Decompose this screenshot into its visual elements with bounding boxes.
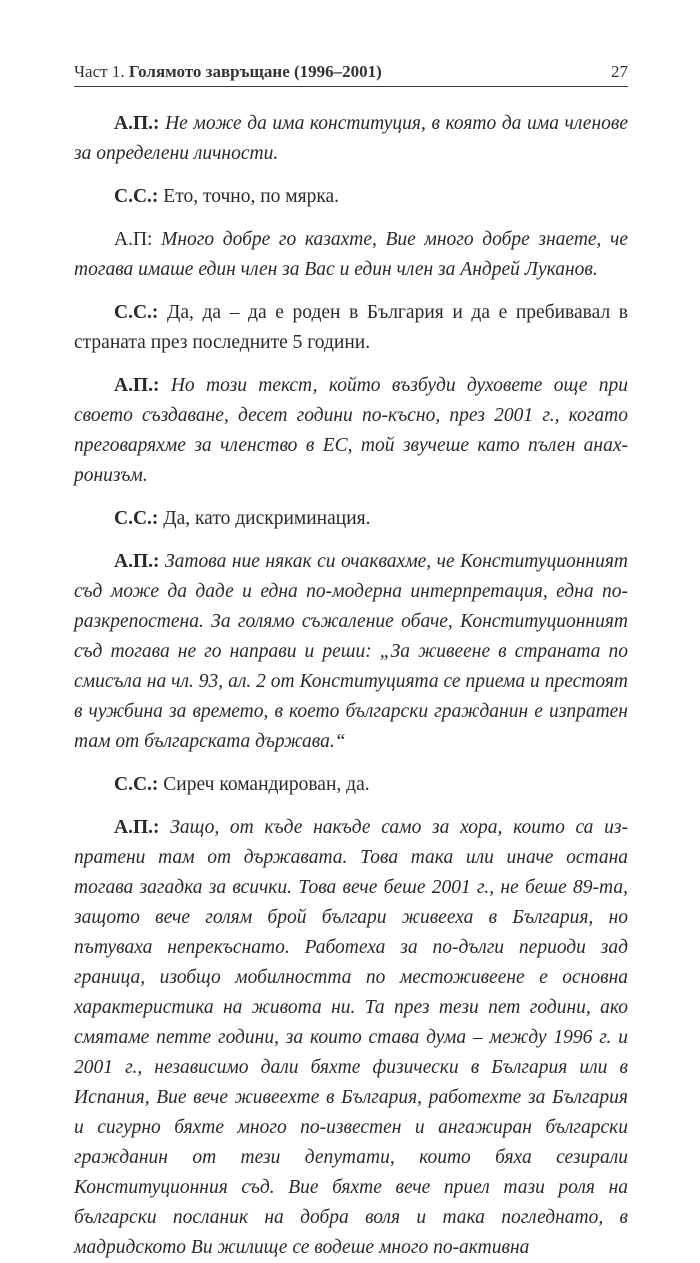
speaker-label: А.П: xyxy=(114,229,153,250)
speech-text: Много добре го казахте, Вие много добре знаете, че тогава имаше един член за Вас и един член за Андрей Луканов. xyxy=(74,229,628,280)
speech-text: Защо, от къде накъде само за хора, които са изпратени там от държавата. Това така или иначе остана тогава загадка за всички. Това вече беше 2001 г., не беше 89-та, защото вече голям брой българи живееха в България, но пътуваха непрекъснато. Работеха за по-дълги периоди зад граница, изобщо мобилността по местоживеене е основна характеристика на живота ни. Та през тези пет години, ако смятаме петте години, за които става дума – между 1996 г. и 2001 г., независимо дали бяхте физически в България или в Испания, Вие вече живеехте в България, работехте за България и сигурно бяхте много по-известен и ангажиран български гражданин от тези депутати, които бяха сезирали Конституционния съд. Вие бяхте вече приел тази роля на български посланик на добра воля и така погледнато, в мадридското Ви жилище се водеше много по-активна xyxy=(74,817,628,1258)
chapter-title: Голямото завръщане (1996–2001) xyxy=(128,62,382,81)
running-header xyxy=(74,62,628,87)
speaker-label: А.П.: xyxy=(114,113,160,134)
speaker-label: А.П.: xyxy=(114,551,160,572)
dialogue-paragraph xyxy=(74,225,628,285)
page-number: 27 xyxy=(611,62,628,81)
dialogue-paragraph xyxy=(74,813,628,1263)
speech-text: Сиреч командирован, да. xyxy=(163,774,370,795)
dialogue-paragraph xyxy=(74,371,628,491)
speech-text: Ето, точно, по мярка. xyxy=(163,186,340,207)
dialogue-paragraph xyxy=(74,182,628,212)
part-label: Част 1. xyxy=(74,62,125,81)
speaker-label: А.П.: xyxy=(114,375,160,396)
speech-text: Да, да – да е роден в България и да е пребивавал в страната през последните 5 години. xyxy=(74,302,628,353)
speaker-label: С.С.: xyxy=(114,186,159,207)
dialogue-paragraph xyxy=(74,298,628,358)
speech-text: Но този текст, който възбуди духовете още при своето създаване, десет години по-късно, през 2001 г., когато преговаряхме за членство в ЕС, той звучеше като пълен анахронизъм. xyxy=(74,375,628,486)
speech-text: Не може да има конституция, в която да има членове за определени личности. xyxy=(74,113,629,164)
speaker-label: С.С.: xyxy=(114,508,159,529)
speaker-label: С.С.: xyxy=(114,302,159,323)
speech-text: Да, като дискриминация. xyxy=(163,508,371,529)
speech-text: Затова ние някак си очаквахме, че Конституционният съд може да даде и една по-модерна интерпретация, една по-разкрепостена. За голямо съжаление обаче, Конституционният съд тогава не го направи и реши: „За живеене в страната по смисъла на чл. 93, ал. 2 от Конституцията се приема и престоят в чужбина за времето, в което български гражданин е изпратен там от българската държава.“ xyxy=(74,551,628,752)
dialogue-paragraph xyxy=(74,547,628,757)
speaker-label: С.С.: xyxy=(114,774,159,795)
dialogue-paragraph xyxy=(74,109,628,169)
dialogue-paragraph xyxy=(74,504,628,534)
header-left xyxy=(74,62,382,82)
dialogue-paragraph xyxy=(74,770,628,800)
page-body xyxy=(74,109,628,1263)
speaker-label: А.П.: xyxy=(114,817,160,838)
